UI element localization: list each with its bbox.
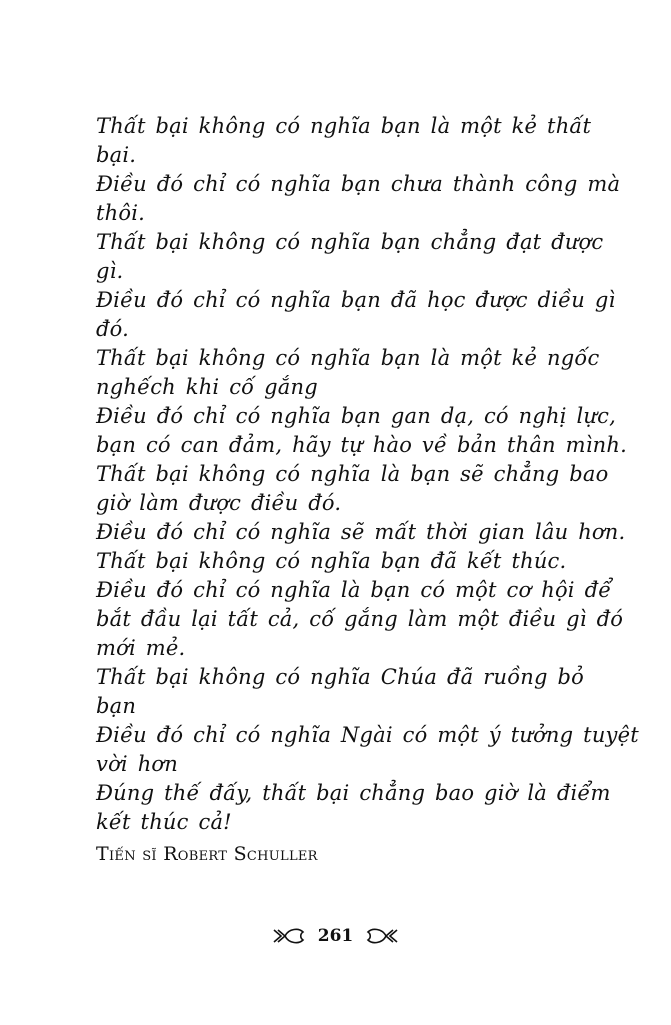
right-ornament-icon — [365, 926, 399, 946]
poem-line: Thất bại không có nghĩa là bạn sẽ chẳng bao — [96, 462, 609, 486]
poem-line: Điều đó chỉ có nghĩa là bạn có một cơ hội để — [96, 578, 612, 602]
attribution: Tiến sĩ Robert Schuller — [96, 843, 318, 865]
left-ornament-icon — [272, 926, 306, 946]
poem-line: Điều đó chỉ có nghĩa bạn chưa thành công mà — [96, 172, 621, 196]
poem-line: mới mẻ. — [96, 636, 186, 660]
poem-line: kết thúc cả! — [96, 810, 232, 834]
poem-line: thôi. — [96, 201, 145, 225]
poem-line: gì. — [96, 259, 124, 283]
poem-line: nghếch khi cố gắng — [96, 375, 318, 399]
poem-line: Thất bại không có nghĩa bạn chẳng đạt được — [96, 230, 604, 254]
poem-line: Điều đó chỉ có nghĩa Ngài có một ý tưởng tuyệt — [96, 723, 639, 747]
poem-line: Đúng thế đấy, thất bại chẳng bao giờ là điểm — [96, 781, 611, 805]
poem-line: bạn — [96, 694, 137, 718]
poem-line: Thất bại không có nghĩa bạn đã kết thúc. — [96, 549, 567, 573]
poem-body — [96, 112, 639, 837]
poem-line: giờ làm được điều đó. — [96, 491, 342, 515]
poem-line: Điều đó chỉ có nghĩa sẽ mất thời gian lâu hơn. — [96, 520, 626, 544]
poem-line: bại. — [96, 143, 137, 167]
poem-line: Điều đó chỉ có nghĩa bạn gan dạ, có nghị lực, — [96, 404, 616, 428]
poem-line: Điều đó chỉ có nghĩa bạn đã học được diều gì — [96, 288, 616, 312]
poem-line: bạn có can đảm, hãy tự hào về bản thân mình. — [96, 433, 627, 457]
poem-line: Thất bại không có nghĩa bạn là một kẻ ngốc — [96, 346, 600, 370]
poem-line: bắt đầu lại tất cả, cố gắng làm một điều gì đó — [96, 607, 624, 631]
poem-line: đó. — [96, 317, 129, 341]
poem-line: Thất bại không có nghĩa Chúa đã ruồng bỏ — [96, 665, 584, 689]
poem-line: Thất bại không có nghĩa bạn là một kẻ thất — [96, 114, 592, 138]
poem-line: vời hơn — [96, 752, 178, 776]
page-number: 261 — [317, 925, 354, 946]
page-footer — [0, 925, 671, 946]
